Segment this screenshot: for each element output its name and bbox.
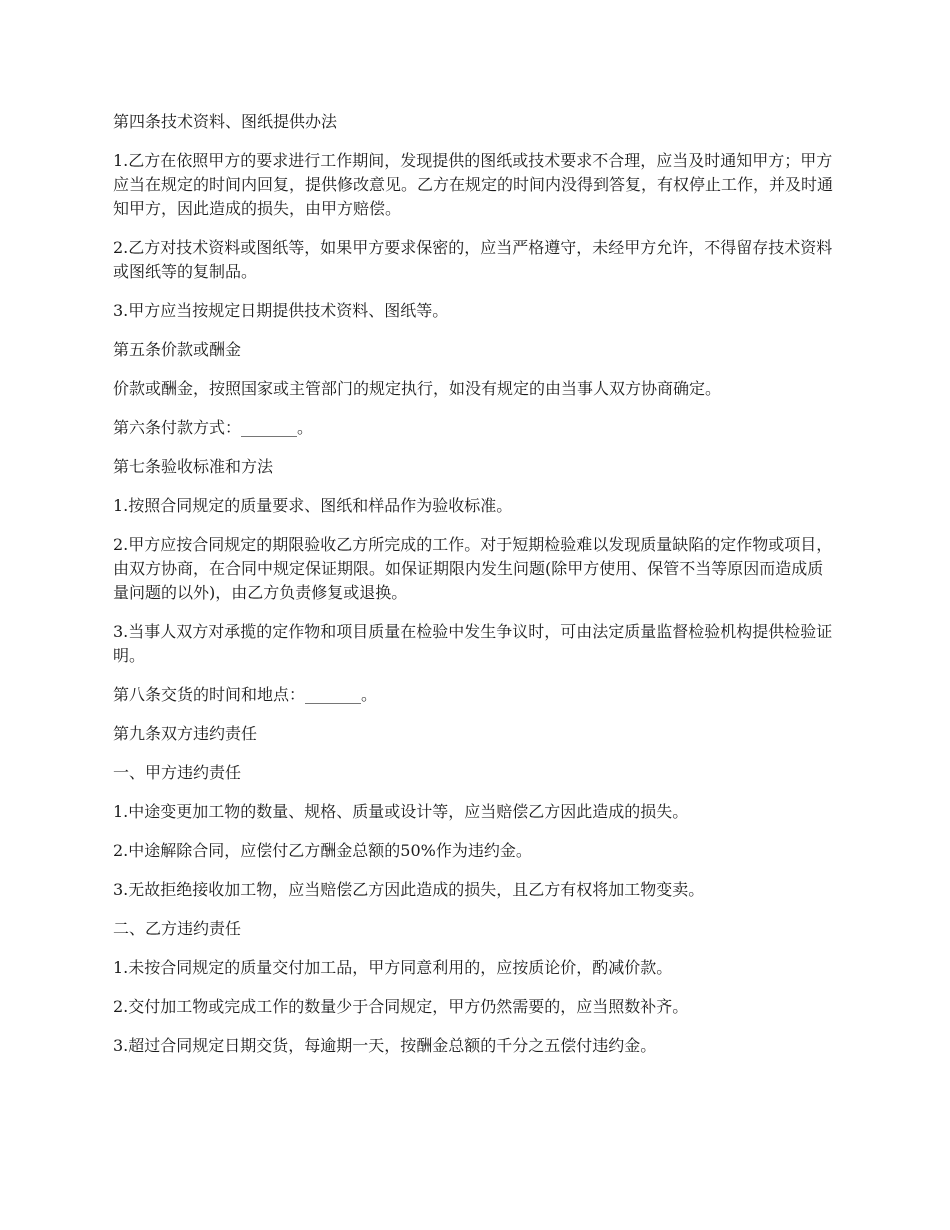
party-b-clause-3: 3.超过合同规定日期交货，每逾期一天，按酬金总额的千分之五偿付违约金。	[113, 1036, 657, 1055]
article-7-clause-3: 3.当事人双方对承揽的定作物和项目质量在检验中发生争议时，可由法定质量监督检验机构提供检验证明。	[113, 622, 833, 665]
article-5-text: 价款或酬金，按照国家或主管部门的规定执行，如没有规定的由当事人双方协商确定。	[113, 379, 722, 398]
article-9-heading: 第九条双方违约责任	[113, 724, 258, 743]
party-a-clause-1: 1.中途变更加工物的数量、规格、质量或设计等，应当赔偿乙方因此造成的损失。	[113, 802, 689, 821]
document-body	[113, 110, 838, 1073]
party-b-clause-2: 2.交付加工物或完成工作的数量少于合同规定，甲方仍然需要的，应当照数补齐。	[113, 997, 689, 1016]
article-4-clause-2: 2.乙方对技术资料或图纸等，如果甲方要求保密的，应当严格遵守，未经甲方允许，不得留存技术资料或图纸等的复制品。	[113, 238, 833, 281]
party-a-liability-heading: 一、甲方违约责任	[113, 763, 242, 782]
party-b-clause-1: 1.未按合同规定的质量交付加工品，甲方同意利用的，应按质论价，酌减价款。	[113, 958, 673, 977]
article-7-heading: 第七条验收标准和方法	[113, 457, 274, 476]
article-4-heading: 第四条技术资料、图纸提供办法	[113, 112, 338, 131]
party-a-clause-3: 3.无故拒绝接收加工物，应当赔偿乙方因此造成的损失，且乙方有权将加工物变卖。	[113, 880, 705, 899]
article-8-delivery: 第八条交货的时间和地点：_______。	[113, 685, 378, 704]
article-4-clause-1: 1.乙方在依照甲方的要求进行工作期间，发现提供的图纸或技术要求不合理，应当及时通知甲方；甲方应当在规定的时间内回复，提供修改意见。乙方在规定的时间内没得到答复，有权停止工作，并及时通知甲方，因此造成的损失，由甲方赔偿。	[113, 151, 834, 218]
article-4-clause-3: 3.甲方应当按规定日期提供技术资料、图纸等。	[113, 301, 449, 320]
article-6-payment-method: 第六条付款方式：_______。	[113, 418, 314, 437]
party-a-clause-2: 2.中途解除合同，应偿付乙方酬金总额的50%作为违约金。	[113, 841, 532, 860]
article-7-clause-2: 2.甲方应按合同规定的期限验收乙方所完成的工作。对于短期检验难以发现质量缺陷的定作物或项目，由双方协商，在合同中规定保证期限。如保证期限内发生问题(除甲方使用、保管不当等原因而造成质量问题的以外)，由乙方负责修复或退换。	[113, 535, 833, 602]
party-b-liability-heading: 二、乙方违约责任	[113, 919, 242, 938]
article-7-clause-1: 1.按照合同规定的质量要求、图纸和样品作为验收标准。	[113, 496, 513, 515]
article-5-heading: 第五条价款或酬金	[113, 340, 242, 359]
